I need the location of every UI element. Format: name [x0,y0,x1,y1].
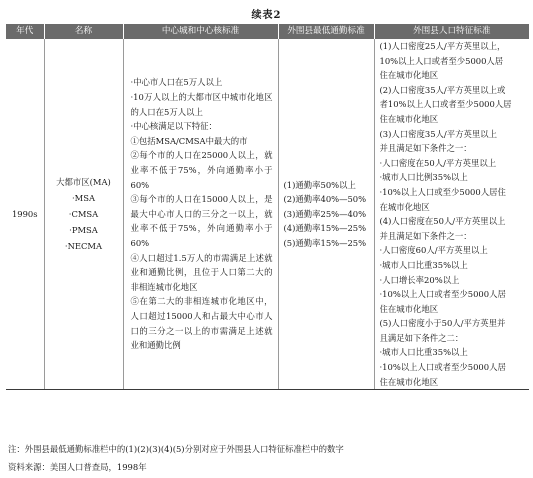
commute-standard-cell [278,39,374,390]
pop-line: 且满足如下条件之二： [379,332,464,343]
pop-line: 者10%以上人口或者至少5000人居 [379,99,512,110]
pop-line: 住在城市化地区 [379,303,439,314]
header-core-standard: 中心城和中心核标准 [123,24,278,39]
core-line: ·中心核满足以下特征： [130,121,217,132]
pop-line: 10%以上人口或者至少5000人居 [379,55,504,66]
pop-line: 住在城市化地区 [379,113,439,124]
core-line: ·中心市人口在5万人以上 [130,77,223,88]
core-line: ③每个市的人口在15000人以上，是最大中心市人口的三分之一以上，就业率不低于75%，外向通勤率小于60% [130,194,273,249]
name-line: ·NECMA [64,241,103,252]
pop-line: (5)人口密度小于50人/平方英里并 [379,318,506,329]
pop-line: (3)人口密度35人/平方英里以上 [379,128,497,139]
pop-line: (1)人口密度25人/平方英里以上， [379,41,506,51]
pop-line: ·人口密度60人/平方英里以上 [379,245,488,256]
commute-line: (5)通勤率15%—25% [283,238,367,249]
pop-line: 在城市化地区 [379,201,430,212]
pop-line: (2)人口密度35人/平方英里以上或 [379,84,506,95]
name-line: 大都市区(MA) [56,177,111,188]
name-line: ·PMSA [69,225,98,236]
header-era: 年代 [6,24,44,39]
pop-line: 并且满足如下条件之一： [379,230,472,241]
pop-line: ·人口密度在50人/平方英里以上 [379,157,497,168]
table-source: 资料来源：美国人口普查局，1998年 [8,462,147,472]
pop-line: 住在城市化地区 [379,376,439,387]
core-standard-cell [123,39,278,390]
core-line: ④人口超过1.5万人的市需满足上述就业和通勤比例，且位于人口第二大的非相连城市化地区 [130,252,273,292]
pop-line: ·人口增长率20%以上 [379,274,460,285]
core-line: ·10万人以上的大都市区中城市化地区的人口在5万人以上 [130,92,273,117]
population-standard-cell [374,39,529,390]
era-cell: 1990s [6,39,44,390]
name-line: ·MSA [71,193,96,204]
header-name: 名称 [44,24,123,39]
pop-line: 住在城市化地区 [379,70,439,81]
pop-line: ·10%以上人口或者至少5000人居 [379,362,506,373]
pop-line: ·城市人口比例35%以上 [379,172,468,183]
table-note: 注：外围县最低通勤标准栏中的(1)(2)(3)(4)(5)分别对应于外围县人口特征标准栏中的数字 [8,444,344,454]
pop-line: ·城市人口比重35%以上 [379,347,468,358]
data-table [6,24,529,390]
table-title: 续表2 [251,10,282,21]
header-commute-standard: 外围县最低通勤标准 [278,24,374,39]
commute-line: (1)通勤率50%以上 [283,179,356,190]
pop-line: ·城市人口比重35%以上 [379,259,468,270]
pop-line: ·10%以上人口或至少5000人居住 [379,186,506,197]
table-row [6,39,529,390]
pop-line: 并且满足如下条件之一： [379,143,472,154]
commute-line: (3)通勤率25%—40% [283,208,367,219]
pop-line: (4)人口密度在50人/平方英里以上 [379,216,506,227]
commute-line: (2)通勤率40%—50% [283,194,367,205]
pop-line: ·10%以上人口或者至少5000人居 [379,289,506,300]
core-line: ⑤在第二大的非相连城市化地区中，人口超过15000人和占最大中心市人口的三分之一以上的市需满足上述就业和通勤比例 [130,296,273,351]
core-line: ①包括MSA/CMSA中最大的市 [130,135,248,146]
commute-line: (4)通勤率15%—25% [283,223,367,234]
name-line: ·CMSA [68,209,99,220]
core-line: ②每个市的人口在25000人以上，就业率不低于75%，外向通勤率小于60% [130,150,273,190]
name-cell [44,39,123,390]
header-population-standard: 外围县人口特征标准 [374,24,529,39]
header-row [6,24,529,39]
